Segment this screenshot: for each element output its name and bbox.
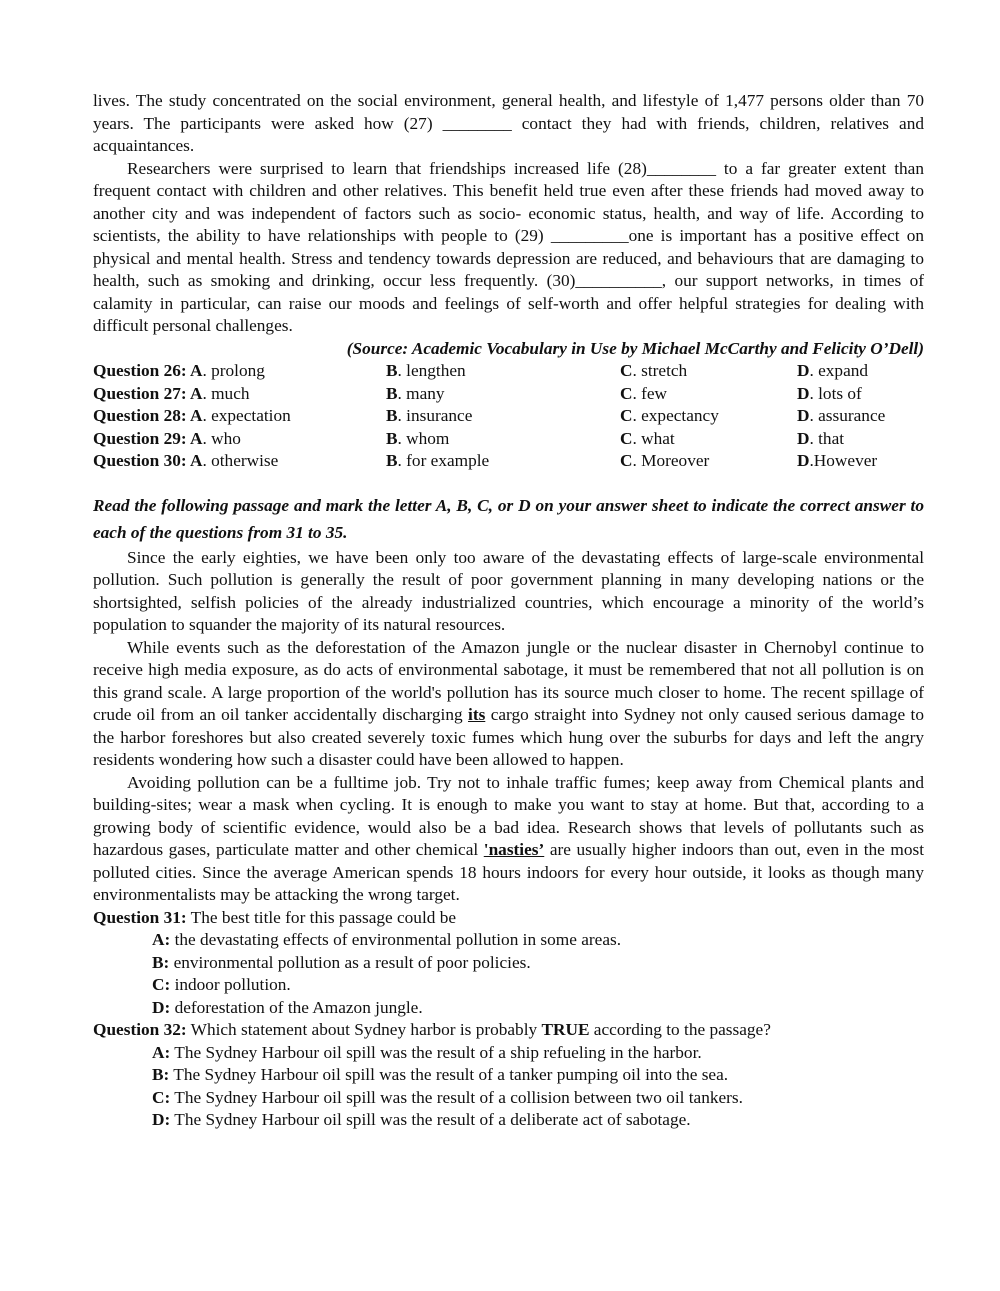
option-letter: C: [620, 406, 633, 425]
option-letter: A: [189, 361, 203, 380]
question-label: Question 30:: [93, 451, 190, 470]
question-30-option-a: [93, 450, 386, 473]
option-letter: C: [620, 428, 633, 448]
question-29-option-d: [797, 428, 924, 451]
passage2-paragraph-3: [93, 772, 924, 907]
option-text: . lengthen: [397, 361, 466, 380]
option-text: . lots of: [809, 383, 862, 403]
question-32-option-d: [93, 1109, 924, 1132]
option-letter: B: [386, 428, 398, 448]
question-26-option-c: [620, 360, 797, 383]
question-29-option-b: [386, 428, 620, 451]
question-27-option-a: [93, 383, 386, 406]
option-text: the devastating effects of environmental pollution in some areas.: [170, 930, 622, 949]
option-letter: C:: [152, 1087, 171, 1107]
option-text: The Sydney Harbour oil spill was the result of a ship refueling in the harbor.: [170, 1042, 702, 1062]
option-letter: A: [189, 428, 203, 448]
paragraph-text: While events such as the deforestation of the Amazon jungle or the nuclear disaster in Chernobyl continue to receive high media exposure, as do acts of environmental sabotage, it must be remembered that not all pollution is on this grand scale. A large proportion of the world's pollution has its source much closer to home. The recent spillage of crude oil from an oil tanker accidentally discharging: [93, 637, 924, 724]
question-text: The best title for this passage could be: [186, 907, 457, 927]
option-letter: B:: [152, 1065, 170, 1084]
option-text: . expectancy: [632, 406, 719, 425]
question-32-stem: [93, 1019, 924, 1042]
source-citation: (Source: Academic Vocabulary in Use by Michael McCarthy and Felicity O’Dell): [346, 338, 924, 358]
questions-26-30: [93, 360, 924, 473]
question-30-option-b: [386, 450, 620, 473]
option-text: . expectation: [202, 406, 291, 425]
question-label: Question 26:: [93, 361, 190, 380]
question-27-option-d: [797, 383, 924, 406]
question-28-option-a: [93, 405, 386, 428]
option-letter: B: [386, 451, 398, 470]
option-text: . who: [202, 428, 241, 448]
emphasis-true: TRUE: [541, 1020, 590, 1039]
question-31-option-c: [93, 974, 924, 997]
question-31-stem: [93, 907, 924, 930]
underlined-word-its: its: [468, 705, 486, 724]
question-32-option-b: [93, 1064, 924, 1087]
reading-instruction: Read the following passage and mark the letter A, B, C, or D on your answer sheet to indicate the correct answer to each of the questions from 31 to 35.: [93, 495, 924, 542]
option-text: environmental pollution as a result of poor policies.: [169, 952, 531, 972]
option-letter: D: [797, 383, 810, 403]
question-label: Question 29:: [93, 428, 190, 448]
paragraph-text: cargo straight into Sydney not only caused serious damage to the harbor foreshores but also created severely toxic fumes which hung over the suburbs for days and left the angry residents wondering how such a disaster could have been allowed to happen.: [93, 705, 924, 769]
question-29-option-c: [620, 428, 797, 451]
option-letter: D: [797, 428, 810, 448]
question-28-option-b: [386, 405, 620, 428]
option-letter: A: [189, 406, 203, 425]
option-text: . Moreover: [632, 451, 710, 470]
question-label: Question 31:: [93, 907, 187, 927]
option-letter: A: [189, 383, 203, 403]
option-letter: A:: [152, 930, 171, 949]
question-text: according to the passage?: [589, 1020, 771, 1039]
question-26-option-b: [386, 360, 620, 383]
question-28-option-c: [620, 405, 797, 428]
question-27-option-b: [386, 383, 620, 406]
option-text: . many: [397, 383, 445, 403]
question-30-option-c: [620, 450, 797, 473]
option-letter: B:: [152, 952, 170, 972]
option-letter: B: [386, 406, 398, 425]
option-letter: D:: [152, 997, 171, 1017]
question-29-option-a: [93, 428, 386, 451]
question-label: Question 27:: [93, 383, 190, 403]
option-text: . assurance: [809, 406, 886, 425]
option-letter: B: [386, 383, 398, 403]
option-text: deforestation of the Amazon jungle.: [170, 997, 423, 1017]
option-text: . what: [632, 428, 675, 448]
question-31-option-a: [93, 929, 924, 952]
option-letter: C: [620, 383, 633, 403]
option-text: . expand: [809, 361, 869, 380]
question-26-option-d: [797, 360, 924, 383]
option-text: . otherwise: [202, 451, 279, 470]
option-text: .However: [809, 451, 878, 470]
worksheet-page: [93, 90, 924, 1132]
question-30-option-d: [797, 450, 924, 473]
option-letter: A:: [152, 1042, 171, 1062]
option-text: The Sydney Harbour oil spill was the result of a collision between two oil tankers.: [170, 1087, 743, 1107]
option-letter: B: [386, 361, 398, 380]
paragraph-text: Avoiding pollution can be a fulltime job. Try not to inhale traffic fumes; keep away from Chemical plants and building-sites; wear a mask when cycling. It is enough to make you want to stay at home. But that, according to a growing body of scientific evidence, would also be a bad idea. Research shows that levels of pollutants such as hazardous gases, particulate matter and other chemical: [93, 772, 924, 859]
question-32-option-a: [93, 1042, 924, 1065]
passage2-paragraph-2: [93, 637, 924, 772]
option-letter: D:: [152, 1110, 171, 1129]
option-letter: A: [189, 451, 203, 470]
passage2-paragraph-1: Since the early eighties, we have been only too aware of the devastating effects of large-scale environmental pollution. Such pollution is generally the result of poor government planning in many developing nations or the shortsighted, selfish policies of the already industrialized countries, which encourage a minority of the world’s population to squander the majority of its natural resources.: [93, 547, 924, 634]
option-letter: D: [797, 361, 810, 380]
question-32: [93, 1019, 924, 1132]
option-text: . insurance: [397, 406, 473, 425]
question-27-option-c: [620, 383, 797, 406]
passage1-paragraph-2: Researchers were surprised to learn that friendships increased life (28)________ to a far greater extent than frequent contact with children and other relatives. This benefit held true even after these friends had moved away to another city and was independent of factors such as socio- economic status, health, and way of life. According to scientists, the ability to have relationships with people to (29) _________one is important has a positive effect on physical and mental health. Stress and tendency towards depression are reduced, and behaviours that are damaging to health, such as smoking and drinking, occur less frequently. (30)__________, our support networks, in times of calamity in particular, can raise our moods and feelings of self-worth and offer helpful strategies for dealing with difficult personal challenges.: [93, 158, 924, 335]
question-26-option-a: [93, 360, 386, 383]
question-31-option-b: [93, 952, 924, 975]
option-text: . prolong: [202, 361, 265, 380]
question-32-option-c: [93, 1087, 924, 1110]
option-text: . whom: [397, 428, 450, 448]
question-31-option-d: [93, 997, 924, 1020]
option-text: The Sydney Harbour oil spill was the result of a tanker pumping oil into the sea.: [169, 1065, 729, 1084]
option-text: . for example: [397, 451, 490, 470]
option-letter: C: [620, 451, 633, 470]
passage1-paragraph-1: lives. The study concentrated on the social environment, general health, and lifestyle of 1,477 persons older than 70 years. The participants were asked how (27) ________ contact they had with friends, children, relatives and acquaintances.: [93, 91, 924, 155]
question-label: Question 32:: [93, 1020, 187, 1039]
option-text: The Sydney Harbour oil spill was the result of a deliberate act of sabotage.: [170, 1110, 691, 1129]
option-text: . stretch: [632, 361, 688, 380]
question-text: Which statement about Sydney harbor is probably: [186, 1020, 542, 1039]
option-text: . much: [202, 383, 250, 403]
question-31: [93, 907, 924, 1020]
option-letter: C:: [152, 975, 171, 994]
option-letter: C: [620, 361, 633, 380]
question-label: Question 28:: [93, 406, 190, 425]
question-28-option-d: [797, 405, 924, 428]
option-letter: D: [797, 451, 810, 470]
option-text: indoor pollution.: [170, 975, 291, 994]
option-text: . that: [809, 428, 845, 448]
paragraph-text: are usually higher indoors than out, even in the most polluted cities. Since the average American spends 18 hours indoors for every hour outside, it looks as though many environmentalists may be attacking the wrong target.: [93, 840, 925, 904]
option-letter: D: [797, 406, 810, 425]
underlined-word-nasties: 'nasties’: [483, 840, 545, 859]
option-text: . few: [632, 383, 668, 403]
